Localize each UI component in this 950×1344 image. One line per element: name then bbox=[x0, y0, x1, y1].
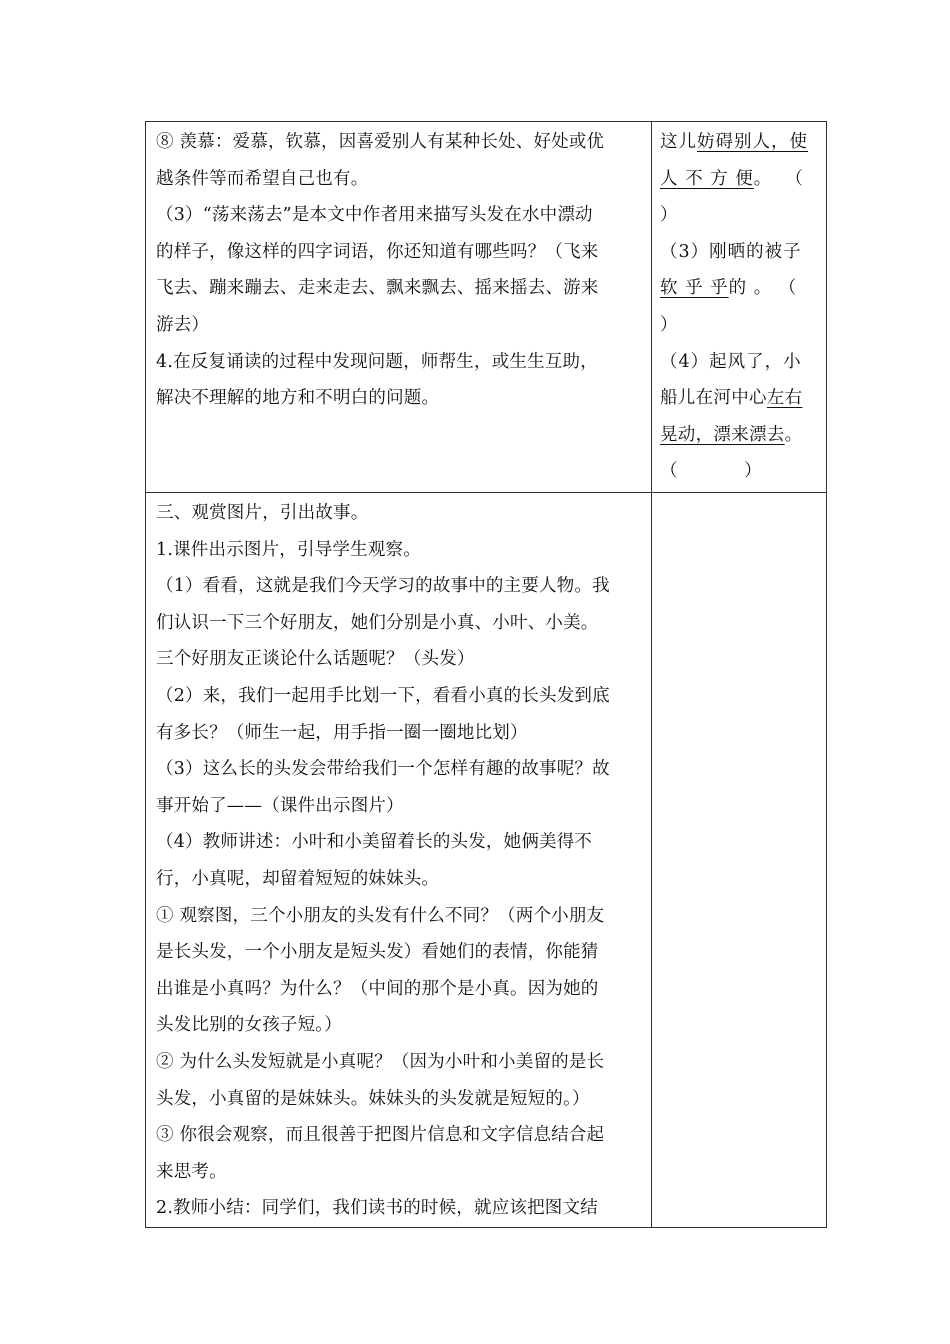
underlined-phrase: 左右 bbox=[766, 388, 803, 409]
table-row bbox=[146, 122, 827, 493]
text-line: 头发比别的女孩子短。） bbox=[156, 1015, 342, 1036]
text-line: 三、观赏图片，引出故事。 bbox=[156, 503, 369, 523]
text-line: 头发，小真留的是妹妹头。妹妹头的头发就是短短的。） bbox=[156, 1088, 590, 1109]
side-text: 。 （ bbox=[753, 168, 804, 189]
side-line bbox=[660, 417, 818, 454]
text-line: 2.教师小结：同学们，我们读书的时候，就应该把图文结 bbox=[156, 1198, 598, 1219]
text-line: 有多长？（师生一起，用手指一圈一圈地比划） bbox=[156, 722, 528, 743]
text-line: （2）来，我们一起用手比划一下，看看小真的长头发到底 bbox=[156, 685, 610, 706]
side-cell-content bbox=[652, 122, 826, 490]
side-text: （3）刚晒的被子 bbox=[660, 241, 802, 262]
underlined-phrase: 晃动，漂来漂去 bbox=[660, 424, 785, 445]
table-row bbox=[146, 493, 827, 1228]
side-text: ） bbox=[660, 205, 679, 226]
text-line: 是长头发，一个小朋友是短头发）看她们的表情，你能猜 bbox=[156, 942, 599, 963]
text-line: （3）“荡来荡去”是本文中作者用来描写头发在水中漂动 bbox=[156, 205, 593, 226]
side-cell-empty bbox=[652, 493, 827, 1228]
text-line: 飞去、蹦来蹦去、走来走去、飘来飘去、摇来摇去、游来 bbox=[156, 278, 599, 299]
text-line: 事开始了——（课件出示图片） bbox=[156, 795, 404, 816]
side-line bbox=[660, 270, 818, 307]
underlined-phrase: 妨碍别人，使 bbox=[697, 132, 808, 152]
side-text: （4）起风了，小 bbox=[660, 351, 802, 372]
side-text: 船儿在河中心 bbox=[660, 388, 767, 409]
side-line bbox=[660, 124, 818, 161]
text-line: （3）这么长的头发会带给我们一个怎样有趣的故事呢？故 bbox=[156, 759, 610, 780]
side-cell bbox=[652, 122, 827, 493]
lesson-plan-table bbox=[145, 121, 827, 1228]
side-line bbox=[660, 161, 818, 198]
side-text: 的 。 （ bbox=[728, 278, 798, 299]
text-line: 来思考。 bbox=[156, 1161, 227, 1182]
text-line: 4.在反复诵读的过程中发现问题，师帮生，或生生互助， bbox=[156, 351, 598, 372]
text-line: 出谁是小真吗？为什么？（中间的那个是小真。因为她的 bbox=[156, 978, 599, 999]
text-line: 游去） bbox=[156, 314, 210, 335]
text-line: 1.课件出示图片，引导学生观察。 bbox=[156, 539, 421, 560]
text-line: ③ 你很会观察，而且很善于把图片信息和文字信息结合起 bbox=[156, 1125, 605, 1146]
side-line bbox=[660, 380, 818, 417]
main-cell bbox=[146, 493, 652, 1228]
side-line bbox=[660, 453, 818, 490]
answer-blank: （ ） bbox=[660, 461, 763, 482]
side-text: 这儿 bbox=[660, 132, 697, 152]
main-cell bbox=[146, 122, 652, 493]
side-line bbox=[660, 234, 818, 271]
underlined-phrase: 人 不 方 便 bbox=[660, 168, 754, 189]
text-line: （4）教师讲述：小叶和小美留着长的头发，她俩美得不 bbox=[156, 832, 593, 853]
text-line: ① 观察图，三个小朋友的头发有什么不同？（两个小朋友 bbox=[156, 905, 605, 926]
main-cell-content bbox=[146, 122, 651, 417]
underlined-phrase: 软 乎 乎 bbox=[660, 278, 729, 299]
text-line: （1）看看，这就是我们今天学习的故事中的主要人物。我 bbox=[156, 576, 610, 597]
text-line: ② 为什么头发短就是小真呢？（因为小叶和小美留的是长 bbox=[156, 1051, 605, 1072]
side-line bbox=[660, 307, 818, 344]
text-line: ⑧ 羡慕：爱慕，钦慕，因喜爱别人有某种长处、好处或优 bbox=[156, 132, 605, 152]
main-cell-content bbox=[146, 493, 651, 1227]
text-line: 解决不理解的地方和不明白的问题。 bbox=[156, 388, 440, 409]
side-line bbox=[660, 197, 818, 234]
side-text: 。 bbox=[784, 424, 803, 445]
side-line bbox=[660, 344, 818, 381]
text-line: 三个好朋友正谈论什么话题呢？（头发） bbox=[156, 649, 475, 670]
text-line: 越条件等而希望自己也有。 bbox=[156, 168, 369, 189]
text-line: 们认识一下三个好朋友，她们分别是小真、小叶、小美。 bbox=[156, 612, 599, 633]
text-line: 行，小真呢，却留着短短的妹妹头。 bbox=[156, 868, 440, 889]
side-text: ） bbox=[660, 314, 679, 335]
text-line: 的样子，像这样的四字词语，你还知道有哪些吗？（飞来 bbox=[156, 241, 599, 262]
